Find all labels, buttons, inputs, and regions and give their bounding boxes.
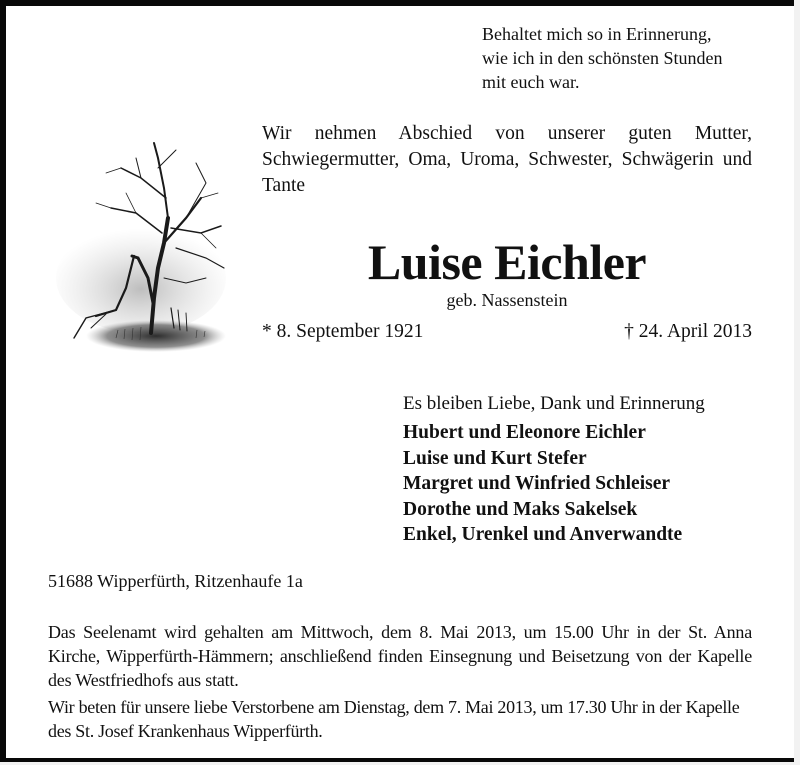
funeral-service-info: Das Seelenamt wird gehalten am Mittwoch, dem 8. Mai 2013, um 15.00 Uhr in der St. Anna Kirche, Wipperfürth-Hämmern; anschließend finden Einsegnung und Beisetzung von der Kapelle des Westfriedhofs aus statt. — [48, 622, 752, 690]
mourner-entry: Hubert und Eleonore Eichler — [403, 422, 646, 443]
mourner-entry: Enkel, Urenkel und Anverwandte — [403, 524, 683, 545]
family-address: 51688 Wipperfürth, Ritzenhaufe 1a — [48, 571, 303, 591]
mourner-entry: Luise und Kurt Stefer — [403, 447, 587, 469]
mourners-list — [403, 420, 682, 548]
thanks-line: Es bleiben Liebe, Dank und Erinnerung — [403, 393, 705, 414]
mourner-entry: Dorothe und Maks Sakelsek — [403, 498, 638, 520]
bare-tree-illustration-icon — [46, 138, 236, 360]
motto-line: Behaltet mich so in Erinnerung, — [482, 24, 712, 44]
motto-line: wie ich in den schönsten Stunden — [482, 48, 723, 68]
mourner-entry: Margret und Winfried Schleiser — [403, 473, 671, 494]
death-date: † 24. April 2013 — [624, 321, 752, 342]
obituary-notice — [6, 6, 794, 758]
farewell-intro: Wir nehmen Abschied von unserer guten Mutter, Schwiegermutter, Oma, Uroma, Schwester, Schwägerin und Tante — [262, 123, 752, 196]
motto-verse — [482, 22, 722, 94]
deceased-name: Luise Eichler — [367, 234, 647, 290]
birth-date: * 8. September 1921 — [262, 321, 424, 342]
prayer-service-info: Wir beten für unsere liebe Verstorbene am Dienstag, dem 7. Mai 2013, um 17.30 Uhr in der Kapelle des St. Josef Krankenhaus Wipperfürth. — [48, 697, 740, 741]
motto-line: mit euch war. — [482, 72, 580, 92]
maiden-name: geb. Nassenstein — [446, 290, 568, 310]
